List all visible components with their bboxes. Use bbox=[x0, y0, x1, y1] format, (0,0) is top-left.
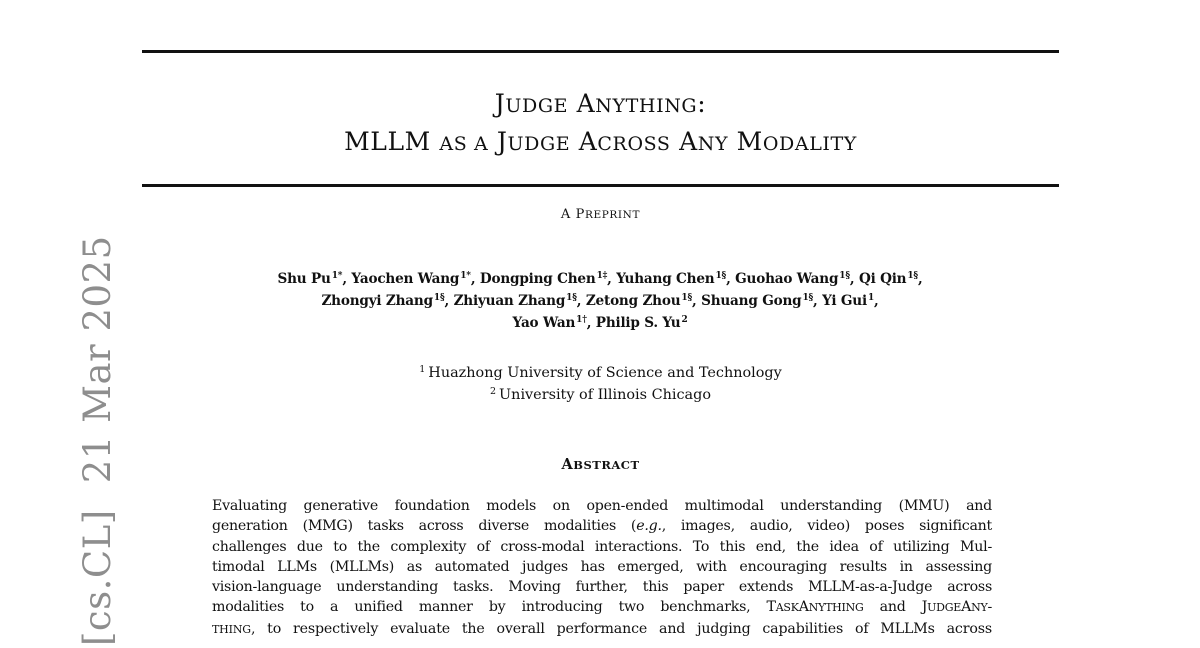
abstract-segment: , images, audio, video) poses significant bbox=[661, 518, 992, 535]
author-name: Zhiyuan Zhang bbox=[453, 293, 566, 309]
abstract-heading-segment: BSTRACT bbox=[573, 458, 640, 472]
abstract-heading bbox=[142, 456, 1059, 473]
author bbox=[480, 271, 607, 287]
abstract-heading-segment: A bbox=[561, 456, 574, 473]
author bbox=[586, 293, 692, 309]
author-list bbox=[150, 268, 1050, 334]
abstract-segment: ASK bbox=[775, 601, 799, 615]
affiliation-name: Huazhong University of Science and Technology bbox=[428, 365, 782, 381]
affiliation-list bbox=[142, 362, 1059, 406]
author-affiliation-mark: 1§ bbox=[681, 293, 692, 303]
author-name: Shuang Gong bbox=[701, 293, 802, 309]
author-affiliation-mark: 1§ bbox=[566, 293, 577, 303]
abstract-segment: A bbox=[798, 599, 809, 616]
title-rule-bottom bbox=[142, 184, 1059, 187]
affiliation-number: 1 bbox=[419, 364, 426, 375]
abstract-segment: - bbox=[987, 599, 993, 616]
abstract-line bbox=[212, 516, 992, 536]
author bbox=[596, 315, 688, 331]
title-segment: J bbox=[494, 89, 506, 118]
author-affiliation-mark: 1§ bbox=[433, 293, 445, 303]
arxiv-category: [cs.CL] bbox=[76, 509, 119, 646]
abstract-segment: Evaluating generative foundation models on open-ended multimodal understanding (MMU) and bbox=[212, 498, 992, 514]
abstract-segment: e.g. bbox=[636, 518, 662, 535]
abstract-segment: , to respectively evaluate the overall performance and judging capabilities of MLLMs across bbox=[250, 620, 992, 637]
author-affiliation-mark: 1* bbox=[460, 271, 471, 281]
arxiv-date: 21 Mar 2025 bbox=[76, 235, 119, 484]
author-affiliation-mark: 1§ bbox=[715, 271, 727, 281]
abstract-line bbox=[212, 619, 992, 640]
preprint-segment: A P bbox=[560, 207, 585, 222]
title-segment: NYTHING bbox=[595, 95, 698, 117]
title-segment: CROSS bbox=[597, 133, 671, 155]
abstract-text bbox=[212, 496, 992, 640]
abstract-line bbox=[212, 496, 992, 516]
abstract-line bbox=[212, 597, 992, 618]
author-affiliation-mark: 1 bbox=[867, 293, 875, 303]
author-affiliation-mark: 1§ bbox=[839, 271, 850, 281]
affiliation bbox=[142, 384, 1059, 406]
arxiv-stamp-text bbox=[76, 235, 119, 646]
title-segment: ODALITY bbox=[762, 133, 857, 155]
title-segment: AS A bbox=[439, 133, 489, 155]
title-segment: A bbox=[568, 89, 596, 118]
author bbox=[454, 293, 577, 309]
author-affiliation-mark: 1* bbox=[331, 271, 343, 281]
author-name: Dongping Chen bbox=[479, 271, 596, 287]
author bbox=[616, 271, 726, 287]
abstract-segment: A bbox=[961, 599, 972, 616]
author bbox=[735, 271, 850, 287]
author bbox=[321, 293, 444, 309]
title-segment: NY bbox=[697, 133, 729, 155]
author-name: Yao Wan bbox=[512, 315, 576, 331]
title-segment: A bbox=[670, 127, 698, 156]
author-affiliation-mark: 1§ bbox=[907, 271, 918, 281]
title-segment: MLLM bbox=[344, 127, 440, 156]
author bbox=[351, 271, 470, 287]
author bbox=[278, 271, 343, 287]
abstract-segment: timodal LLMs (MLLMs) as automated judges has emerged, with encouraging results in assessing bbox=[212, 558, 992, 575]
author-name: Philip S. Yu bbox=[595, 315, 681, 331]
author-name: Yi Gui bbox=[822, 293, 867, 309]
author bbox=[859, 271, 918, 287]
abstract-segment: generation (MMG) tasks across diverse modalities ( bbox=[212, 518, 637, 535]
abstract-segment: and J bbox=[863, 599, 928, 616]
author-affiliation-mark: 1‡ bbox=[596, 271, 608, 281]
abstract-segment: THING bbox=[212, 622, 251, 636]
author-name: Zetong Zhou bbox=[585, 293, 681, 309]
title-segment: : bbox=[697, 89, 707, 118]
author-name: Guohao Wang bbox=[735, 271, 839, 287]
title-segment: J bbox=[488, 127, 508, 156]
abstract-line bbox=[212, 537, 992, 557]
abstract-line bbox=[212, 577, 992, 597]
title-rule-top bbox=[142, 50, 1059, 53]
author-affiliation-mark: 1§ bbox=[802, 293, 814, 303]
author bbox=[822, 293, 874, 309]
affiliation-number: 2 bbox=[490, 386, 497, 397]
author bbox=[513, 315, 587, 331]
author-line: Shu $Pu^{1*}$, Yaochen Wang$^{1*}$, Dongping Chen$^{1\ddagger}$, Yuhang Chen$^{1\S}$, Guohao Wang$^{1\S}$, Qi Qin$^{1\S}$, bbox=[277, 271, 923, 287]
author-line: Yao Wan$^{1\dagger}$, Philip S. Yu$^2$ bbox=[512, 315, 688, 331]
affiliation bbox=[142, 362, 1059, 384]
author-name: Yuhang Chen bbox=[616, 271, 715, 287]
title-segment: A bbox=[570, 127, 598, 156]
paper-title-line-1 bbox=[142, 86, 1059, 124]
abstract-line bbox=[212, 557, 992, 577]
author-affiliation-mark: 1† bbox=[576, 315, 587, 325]
author-name: Shu Pu bbox=[277, 271, 331, 287]
preprint-segment: REPRINT bbox=[584, 209, 641, 221]
author bbox=[701, 293, 813, 309]
abstract-segment: challenges due to the complexity of cross-modal interactions. To this end, the idea of utilizing Mul- bbox=[212, 538, 992, 555]
paper-title-line-2 bbox=[142, 124, 1059, 162]
abstract-segment: modalities to a unified manner by introducing two benchmarks, T bbox=[212, 599, 776, 616]
title-segment: UDGE bbox=[507, 133, 571, 155]
preprint-label bbox=[142, 207, 1059, 222]
author-affiliation-mark: 2 bbox=[681, 315, 688, 325]
author-name: Zhongyi Zhang bbox=[321, 293, 433, 309]
abstract-segment: UDGE bbox=[927, 601, 962, 615]
author-name: Qi Qin bbox=[858, 271, 907, 287]
author-line: Zhongyi Zhang$^{1\S}$, Zhiyuan Zhang$^{1\S}$, Zetong Zhou$^{1\S}$, Shuang Gong$^{1\S}$, Yi Gui$^1$, bbox=[321, 293, 879, 309]
title-segment: UDGE bbox=[505, 95, 569, 117]
abstract-segment: vision-language understanding tasks. Moving further, this paper extends MLLM-as-a-Judge across bbox=[212, 579, 992, 596]
abstract-segment: NYTHING bbox=[808, 601, 864, 615]
title-segment: M bbox=[728, 127, 763, 156]
arxiv-side-stamp bbox=[26, 235, 119, 646]
abstract-segment: NY bbox=[971, 601, 988, 615]
author-name: Yaochen Wang bbox=[351, 271, 460, 287]
affiliation-name: University of Illinois Chicago bbox=[499, 387, 711, 403]
